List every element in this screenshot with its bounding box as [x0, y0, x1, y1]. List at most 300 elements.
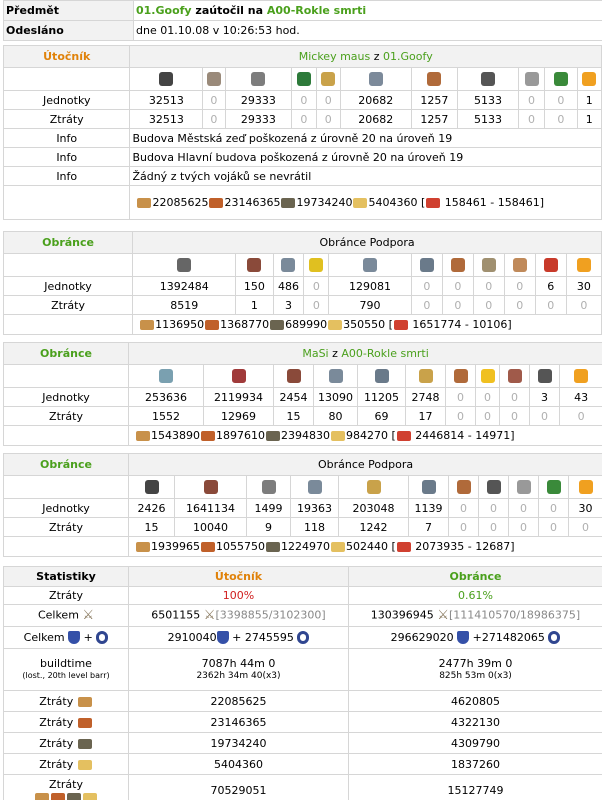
row-label: Jednotky — [4, 91, 130, 110]
long-sword-icon — [232, 369, 246, 383]
attacker-resources-row — [4, 186, 602, 220]
loss-count: 1552 — [129, 407, 204, 426]
attacker-defense-cavalry: + 2745595 — [232, 630, 294, 644]
capacity-value: 158461 - — [444, 196, 495, 209]
loss-count: 1257 — [411, 110, 458, 129]
iron-icon — [78, 739, 92, 749]
defender-losses-row — [4, 518, 602, 537]
loss-count: 8519 — [133, 296, 236, 315]
info-row — [4, 167, 602, 186]
knight-horse-icon — [363, 258, 377, 272]
capacity-value: 2446814 - 14971] — [415, 429, 515, 442]
attacker-wood-loss: 22085625 — [129, 691, 349, 712]
capacity-icon — [397, 542, 411, 552]
row-label: Ztráty — [4, 296, 133, 315]
stats-buildtime-row — [4, 649, 602, 691]
dark-horse-icon — [420, 258, 434, 272]
unit-count: 0 — [316, 91, 340, 110]
defender-player: Obránce Podpora — [133, 232, 602, 254]
spear-icon — [204, 480, 218, 494]
unit-count: 2454 — [274, 388, 314, 407]
crop-value: 350550 — [343, 318, 386, 331]
loss-count: 0 — [316, 110, 340, 129]
wood-icon — [137, 198, 151, 208]
unit-count: 0 — [292, 91, 316, 110]
defender-title: Obránce — [4, 454, 129, 476]
loss-count: 0 — [479, 518, 509, 537]
clay-icon — [51, 793, 65, 800]
capacity-icon — [426, 198, 440, 208]
unit-count: 43 — [560, 388, 602, 407]
attacker-table — [3, 45, 602, 220]
attacker-losses-row — [4, 110, 602, 129]
clay-value: 23146365 — [224, 196, 281, 209]
unit-count: 0 — [545, 91, 577, 110]
defender-wood-loss: 4620805 — [349, 691, 602, 712]
unit-count: 0 — [518, 91, 544, 110]
loss-count: 0 — [473, 296, 504, 315]
attacker-clay-loss: 23146365 — [129, 712, 349, 733]
row-label: Jednotky — [4, 388, 129, 407]
defender-defense-infantry: 296629020 — [390, 630, 454, 644]
capacity-value: 2073935 - 12687] — [415, 540, 515, 553]
resources-cell — [130, 186, 602, 220]
knight-horse-icon — [375, 369, 389, 383]
resources-cell — [129, 426, 602, 446]
row-label: Ztráty — [4, 518, 129, 537]
defender-iron-loss: 4309790 — [349, 733, 602, 754]
unit-count: 32513 — [130, 91, 203, 110]
senator-icon — [525, 72, 539, 86]
wood-value: 1136950 — [155, 318, 205, 331]
scout-horse-icon — [308, 480, 322, 494]
info-text: Žádný z tvých vojáků se nevrátil — [130, 167, 602, 186]
attacker-unit-icons — [4, 68, 602, 91]
defender-total-breakdown: [111410570/18986375] — [448, 608, 581, 622]
catapult-icon — [487, 480, 501, 494]
settler-icon — [538, 369, 552, 383]
defender-village-link[interactable]: A00-Rokle smrti — [341, 347, 429, 360]
unit-count: 1499 — [247, 499, 291, 518]
row-label: Ztráty — [39, 715, 74, 729]
loss-count: 17 — [406, 407, 446, 426]
unit-count: 1392484 — [133, 277, 236, 296]
hero-star-icon — [582, 72, 596, 86]
unit-count: 2748 — [406, 388, 446, 407]
crop-value: 5404360 — [368, 196, 418, 209]
defender-player-link[interactable]: MaSi — [302, 347, 329, 360]
mace-icon — [177, 258, 191, 272]
stats-title: Statistiky — [4, 567, 129, 587]
info-row — [4, 148, 602, 167]
settler-icon — [544, 258, 558, 272]
subject-value — [134, 1, 602, 21]
loss-count: 1242 — [339, 518, 409, 537]
clay-icon — [209, 198, 223, 208]
loss-count: 0 — [476, 407, 500, 426]
defender-player: Obránce Podpora — [129, 454, 602, 476]
target-link[interactable]: A00-Rokle smrti — [266, 4, 367, 17]
cavalry-shield-icon — [96, 631, 108, 644]
attacker-iron-loss: 19734240 — [129, 733, 349, 754]
defender-resources-row — [4, 315, 602, 335]
defender-units-row — [4, 388, 602, 407]
loss-count: 0 — [411, 296, 442, 315]
row-label: Ztráty — [39, 694, 74, 708]
crop-value: 502440 — [346, 540, 388, 553]
crop-icon — [328, 320, 342, 330]
attacker-player-link[interactable]: Mickey maus — [298, 50, 371, 63]
iron-value: 1224970 — [281, 540, 330, 553]
loss-count: 5133 — [458, 110, 519, 129]
clay-value: 1055750 — [216, 540, 265, 553]
defender-2-table — [3, 342, 602, 446]
row-label: Ztráty — [39, 736, 74, 750]
stats-clay-loss-row — [4, 712, 602, 733]
unit-count: 11205 — [358, 388, 406, 407]
loss-count: 10040 — [175, 518, 247, 537]
loss-count: 7 — [409, 518, 449, 537]
axe-icon — [207, 72, 221, 86]
unit-count: 129081 — [329, 277, 412, 296]
unit-count: 0 — [442, 277, 473, 296]
capacity-value-2: 158461] — [497, 196, 545, 209]
attacker-title: Útočník — [4, 46, 130, 68]
loss-count: 0 — [203, 110, 225, 129]
unit-count: 1 — [577, 91, 601, 110]
row-label: Celkem — [37, 608, 79, 622]
cavalry-shield-icon — [297, 631, 309, 644]
row-label: Info — [4, 129, 130, 148]
iron-value: 2394830 — [281, 429, 330, 442]
unit-count: 0 — [476, 388, 500, 407]
unit-count: 2426 — [129, 499, 175, 518]
shield-icon — [457, 631, 469, 644]
knight-horse-icon — [422, 480, 436, 494]
stats-total-row — [4, 605, 602, 627]
loss-count: 0 — [504, 296, 535, 315]
attacker-link[interactable]: 01.Goofy — [136, 4, 192, 17]
capacity-icon — [397, 431, 411, 441]
loss-count: 0 — [509, 518, 539, 537]
catapult-icon — [481, 72, 495, 86]
crop-icon — [78, 760, 92, 770]
iron-icon — [67, 793, 81, 800]
defender-unit-icons — [4, 476, 602, 499]
loss-count: 32513 — [130, 110, 203, 129]
unit-count: 0 — [446, 388, 476, 407]
stats-crop-loss-row — [4, 754, 602, 775]
row-label: buildtime — [40, 656, 92, 670]
attacker-units-row — [4, 91, 602, 110]
unit-count: 486 — [273, 277, 304, 296]
loss-count: 0 — [539, 518, 569, 537]
loss-count: 9 — [247, 518, 291, 537]
unit-count: 0 — [479, 499, 509, 518]
crop-icon — [353, 198, 367, 208]
row-label: Jednotky — [4, 499, 129, 518]
loss-count: 15 — [274, 407, 314, 426]
defender-resources-row — [4, 537, 602, 557]
subject-label: Předmět — [4, 1, 134, 21]
attacker-total-loss: 70529051 — [129, 775, 349, 800]
loss-count: 3 — [273, 296, 304, 315]
horse-icon — [281, 258, 295, 272]
stats-wood-loss-row — [4, 691, 602, 712]
loss-count: 0 — [449, 518, 479, 537]
club-icon — [145, 480, 159, 494]
crop-icon — [331, 542, 345, 552]
knight-horse-icon — [369, 72, 383, 86]
iron-icon — [270, 320, 284, 330]
defender-title: Obránce — [4, 343, 129, 365]
iron-icon — [281, 198, 295, 208]
settler-icon — [554, 72, 568, 86]
unit-count: 29333 — [225, 91, 292, 110]
row-label: Ztráty — [39, 757, 74, 771]
sword-icon — [247, 258, 261, 272]
loss-count: 0 — [518, 110, 544, 129]
clay-value: 1897610 — [216, 429, 265, 442]
defender-unit-icons — [4, 365, 602, 388]
loss-count: 1 — [577, 110, 601, 129]
attacker-player-cell — [130, 46, 602, 68]
attacker-defense-infantry: 2910040 — [167, 630, 217, 644]
club-icon — [159, 72, 173, 86]
loss-count: 0 — [566, 296, 601, 315]
sent-value: dne 01.10.08 v 10:26:53 hod. — [134, 21, 602, 41]
stats-total-loss-row — [4, 775, 602, 800]
defender-loss-pct: 0.61% — [349, 587, 602, 605]
loss-count: 0 — [560, 407, 602, 426]
attacker-total-breakdown: [3398855/3102300] — [215, 608, 326, 622]
wood-icon — [136, 431, 150, 441]
attacker-buildtime-x3: 2362h 34m 40(x3) — [196, 670, 281, 681]
horse-icon — [367, 480, 381, 494]
report-header — [3, 0, 602, 41]
clay-value: 1368770 — [220, 318, 270, 331]
stats-attacker-header: Útočník — [129, 567, 349, 587]
row-sublabel: (lost., 20th level barr) — [22, 670, 110, 680]
chief-icon — [517, 480, 531, 494]
sword-icon — [159, 369, 173, 383]
shield-icon — [68, 631, 80, 644]
loss-count: 0 — [530, 407, 560, 426]
ram-icon — [427, 72, 441, 86]
attacker-total: 6501155 — [151, 608, 201, 622]
attacker-sep: z — [370, 50, 384, 63]
crossed-swords-icon: ⚔ — [437, 608, 449, 623]
sun-icon — [481, 369, 495, 383]
clay-icon — [78, 718, 92, 728]
stats-defense-row — [4, 627, 602, 649]
ram-icon — [457, 480, 471, 494]
battleaxe-icon — [251, 72, 265, 86]
wood-value: 1543890 — [151, 429, 200, 442]
resources-cell — [133, 315, 602, 335]
unit-count: 5133 — [458, 91, 519, 110]
defender-buildtime-x3: 825h 53m 0(x3) — [439, 670, 512, 681]
unit-count: 6 — [535, 277, 566, 296]
axe-icon — [262, 480, 276, 494]
bracket: [ — [420, 196, 426, 209]
row-label: Celkem — [23, 630, 65, 644]
defender-sep: z — [328, 347, 342, 360]
defender-clay-loss: 4322130 — [349, 712, 602, 733]
scout-icon — [297, 72, 311, 86]
info-text: Budova Městská zeď poškozená z úrovně 20 na úroveň 19 — [130, 129, 602, 148]
attacker-buildtime: 7087h 44m 0 — [201, 656, 276, 670]
wood-icon — [35, 793, 49, 800]
loss-count: 0 — [292, 110, 316, 129]
stats-iron-loss-row — [4, 733, 602, 754]
info-row — [4, 129, 602, 148]
sent-label: Odesláno — [4, 21, 134, 41]
crop-icon — [83, 793, 97, 800]
loss-count: 69 — [358, 407, 406, 426]
wood-icon — [140, 320, 154, 330]
unit-count: 253636 — [129, 388, 204, 407]
defender-crop-loss: 1837260 — [349, 754, 602, 775]
unit-count: 3 — [530, 388, 560, 407]
clay-icon — [201, 542, 215, 552]
unit-count: 0 — [500, 388, 530, 407]
row-label: Info — [4, 167, 130, 186]
catapult-icon — [482, 258, 496, 272]
crossed-swords-icon: ⚔ — [203, 608, 216, 623]
defender-player-cell — [129, 343, 602, 365]
wood-value: 1939965 — [151, 540, 200, 553]
chief-icon — [508, 369, 522, 383]
defender-3-table — [3, 453, 602, 557]
row-label: Ztráty — [4, 407, 129, 426]
unit-count: 0 — [539, 499, 569, 518]
capacity-icon — [394, 320, 408, 330]
horse-icon — [329, 369, 343, 383]
row-label: Ztráty — [49, 777, 83, 791]
statistics-table — [3, 566, 602, 800]
stats-loss-pct-row — [4, 587, 602, 605]
loss-count: 0 — [304, 296, 329, 315]
row-label: Ztráty — [4, 587, 129, 605]
loss-count: 0 — [535, 296, 566, 315]
loss-count: 0 — [446, 407, 476, 426]
loss-count: 80 — [314, 407, 358, 426]
defender-total: 130396945 — [370, 608, 434, 622]
unit-count: 0 — [473, 277, 504, 296]
crossed-swords-icon: ⚔ — [82, 608, 95, 623]
iron-icon — [266, 431, 280, 441]
war-horse-icon — [419, 369, 433, 383]
unit-count: 0 — [504, 277, 535, 296]
loss-count: 29333 — [225, 110, 292, 129]
iron-value: 689990 — [285, 318, 328, 331]
ram-icon — [454, 369, 468, 383]
crop-icon — [331, 431, 345, 441]
bracket: [ — [388, 318, 393, 331]
crop-value: 984270 — [346, 429, 388, 442]
capacity-value: 1651774 - 10106] — [412, 318, 512, 331]
loss-count: 118 — [291, 518, 339, 537]
hero-star-icon — [574, 369, 588, 383]
iron-icon — [266, 542, 280, 552]
wood-icon — [78, 697, 92, 707]
unit-count: 30 — [566, 277, 601, 296]
unit-count: 0 — [449, 499, 479, 518]
defender-losses-row — [4, 296, 602, 315]
loss-count: 20682 — [340, 110, 411, 129]
defender-units-row — [4, 277, 602, 296]
defender-buildtime: 2477h 39m 0 — [438, 656, 513, 670]
unit-count: 0 — [411, 277, 442, 296]
defender-resources-row — [4, 426, 602, 446]
settler-icon — [547, 480, 561, 494]
unit-count: 1641134 — [175, 499, 247, 518]
defender-total-loss: 15127749 — [349, 775, 602, 800]
unit-count: 150 — [236, 277, 273, 296]
chief-icon — [513, 258, 527, 272]
attacker-crop-loss: 5404360 — [129, 754, 349, 775]
unit-count: 1257 — [411, 91, 458, 110]
unit-count: 0 — [304, 277, 329, 296]
plus-sign: + — [83, 630, 93, 644]
attacker-loss-pct: 100% — [129, 587, 349, 605]
iron-value: 19734240 — [296, 196, 353, 209]
attacker-village-link[interactable]: 01.Goofy — [383, 50, 433, 63]
wand-icon — [309, 258, 323, 272]
row-label: Jednotky — [4, 277, 133, 296]
row-label: Ztráty — [4, 110, 130, 129]
loss-count: 0 — [442, 296, 473, 315]
unit-count: 1139 — [409, 499, 449, 518]
stats-defender-header: Obránce — [349, 567, 602, 587]
unit-count: 19363 — [291, 499, 339, 518]
subject-verb: zaútočil na — [191, 4, 267, 17]
loss-count: 1 — [236, 296, 273, 315]
clay-icon — [201, 431, 215, 441]
shield-icon — [217, 631, 229, 644]
loss-count: 0 — [545, 110, 577, 129]
defender-unit-icons — [4, 254, 602, 277]
unit-count: 0 — [203, 91, 225, 110]
horse-icon — [321, 72, 335, 86]
loss-count: 0 — [500, 407, 530, 426]
loss-count: 790 — [329, 296, 412, 315]
bracket: [ — [391, 429, 396, 442]
unit-count: 30 — [569, 499, 602, 518]
unit-count: 20682 — [340, 91, 411, 110]
loss-count: 15 — [129, 518, 175, 537]
defender-title: Obránce — [4, 232, 133, 254]
unit-count: 203048 — [339, 499, 409, 518]
info-text: Budova Hlavní budova poškozená z úrovně 20 na úroveň 19 — [130, 148, 602, 167]
clay-icon — [205, 320, 219, 330]
defender-defense-cavalry: +271482065 — [472, 630, 545, 644]
ram-icon — [451, 258, 465, 272]
defender-losses-row — [4, 407, 602, 426]
blade-icon — [287, 369, 301, 383]
unit-count: 2119934 — [204, 388, 274, 407]
cavalry-shield-icon — [548, 631, 560, 644]
row-label: Info — [4, 148, 130, 167]
loss-count: 12969 — [204, 407, 274, 426]
wood-icon — [136, 542, 150, 552]
unit-count: 0 — [509, 499, 539, 518]
loss-count: 0 — [569, 518, 602, 537]
defender-1-table — [3, 231, 602, 335]
bracket: [ — [391, 540, 396, 553]
hero-star-icon — [579, 480, 593, 494]
